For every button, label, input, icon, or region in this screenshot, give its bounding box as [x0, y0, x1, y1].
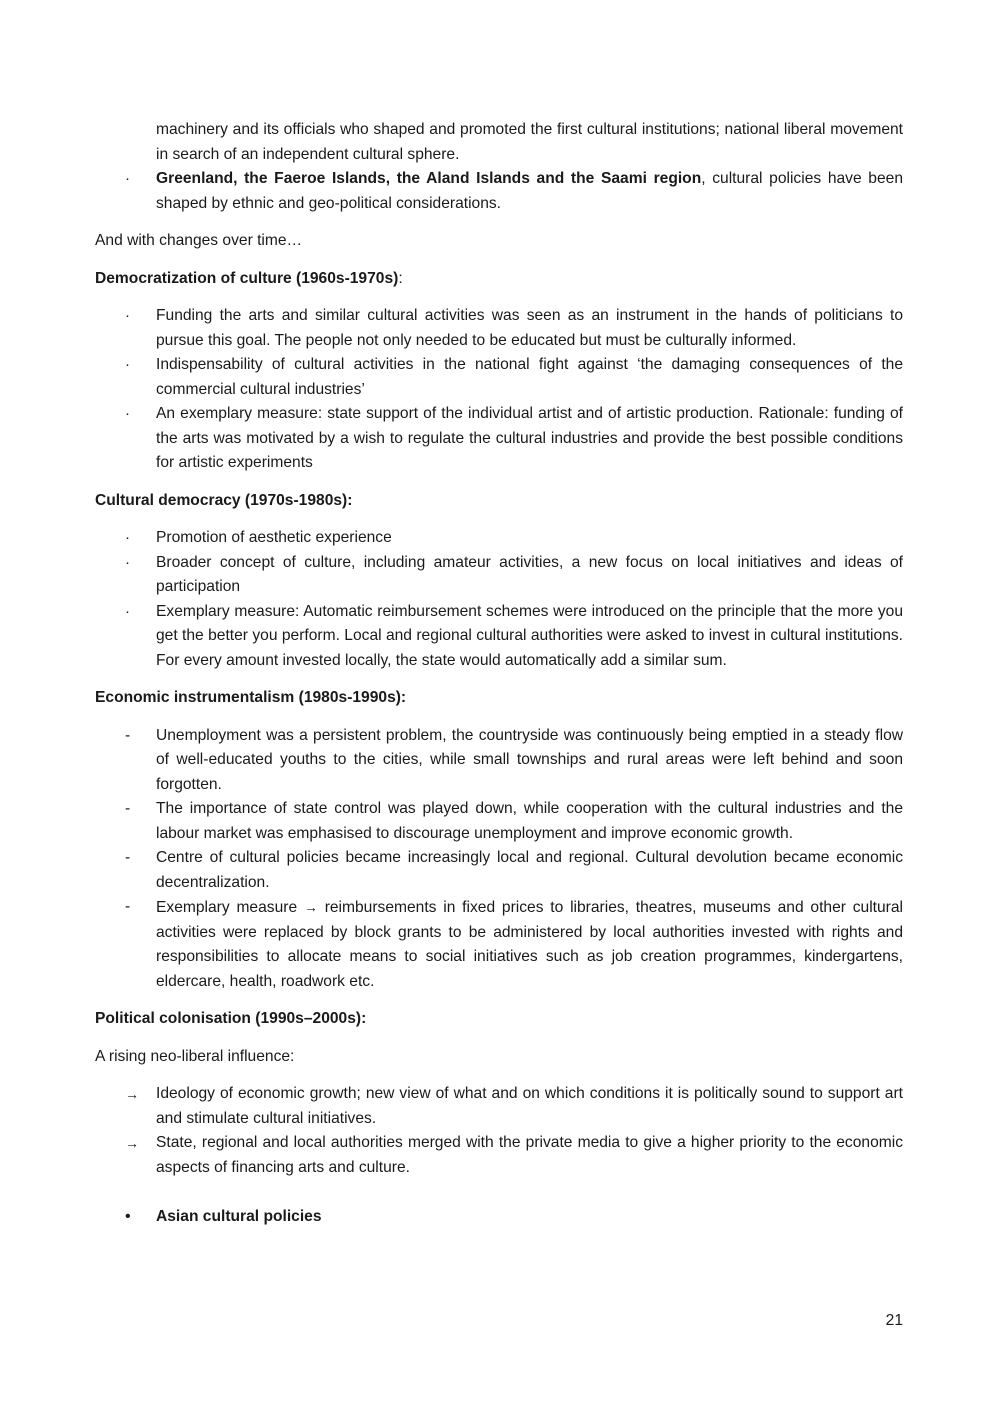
list-item — [95, 895, 903, 994]
spacer — [95, 1193, 903, 1205]
final-list — [95, 1205, 903, 1230]
dash-marker: - — [125, 849, 131, 866]
section-heading-suffix: : — [398, 269, 403, 287]
list-item-text: Indispensability of cultural activities in the national fight against ‘the damaging consequences of the commercial cultural industries’ — [156, 356, 903, 398]
bullet-marker: · — [125, 553, 130, 571]
list-item — [95, 600, 903, 674]
bullet-marker: · — [125, 356, 130, 373]
section-heading: Economic instrumentalism (1980s-1990s): — [95, 689, 407, 706]
section-list — [95, 724, 903, 995]
section-heading-text: Democratization of culture (1960s-1970s) — [95, 269, 399, 287]
arrow-right-icon: → — [125, 1135, 139, 1151]
list-item-text-before: Exemplary measure — [156, 899, 304, 916]
list-item — [95, 304, 903, 353]
list-item-text: reimbursements in fixed prices to libraries, theatres, museums and other cultural activities were replaced by block grants to be administered by local authorities invested with rights and responsibilities to allocate means to social initiatives such as job creation programmes, kindergartens, eldercare, health, roadwork etc. — [156, 899, 903, 990]
section-heading: Political colonisation (1990s–2000s): — [95, 1010, 367, 1027]
list-item — [95, 526, 903, 551]
section-list — [95, 526, 903, 673]
dash-marker: - — [125, 726, 131, 744]
list-item-text: Exemplary measure: Automatic reimbursement schemes were introduced on the principle that the more you get the better you perform. Local and regional cultural authorities were asked to invest in cultural institutions. For every amount invested locally, the state would automatically add a similar sum. — [156, 602, 903, 669]
list-item-text: Unemployment was a persistent problem, the countryside was continuously being emptied in a steady flow of well-educated youths to the cities, while small townships and rural areas were left behind and soon forgotten. — [156, 726, 903, 793]
section-list — [95, 1082, 903, 1180]
list-item-text: Centre of cultural policies became increasingly local and regional. Cultural devolution became economic decentralization. — [156, 849, 903, 891]
bullet-marker: · — [125, 529, 130, 546]
arrow-right-icon: → — [125, 1086, 139, 1102]
list-item-text: State, regional and local authorities merged with the private media to give a higher priority to the economic aspects of financing arts and culture. — [156, 1134, 903, 1176]
list-item — [95, 797, 903, 846]
list-item — [95, 1131, 903, 1180]
bullet-marker: • — [125, 1208, 131, 1225]
page-number: 21 — [885, 1312, 903, 1329]
bullet-marker: · — [125, 307, 130, 324]
bullet-marker: · — [125, 405, 130, 422]
section-list — [95, 304, 903, 476]
list-item-text: Ideology of economic growth; new view of what and on which conditions it is politically sound to support art and stimulate cultural initiatives. — [156, 1085, 903, 1127]
list-item-text: , cultural policies have been shaped by ethnic and geo-political considerations. — [156, 170, 903, 212]
list-item-text: Promotion of aesthetic experience — [156, 529, 392, 546]
list-item-text: machinery and its officials who shaped and promoted the first cultural institutions; national liberal movement in search of an independent cultural sphere. — [156, 121, 903, 163]
bullet-marker: · — [125, 170, 130, 187]
arrow-right-icon: → — [303, 899, 318, 915]
list-item — [95, 724, 903, 798]
list-item — [95, 118, 903, 167]
section-heading: Cultural democracy (1970s-1980s): — [95, 491, 353, 509]
section-intro: A rising neo-liberal influence: — [95, 1047, 295, 1065]
list-item — [95, 1205, 903, 1230]
list-item-text: An exemplary measure: state support of the individual artist and of artistic production. Rationale: funding of the arts was motivated by a wish to regulate the cultural industries and provide the best possible conditions for artistic experiments — [156, 405, 903, 471]
dash-marker: - — [125, 898, 131, 915]
list-item — [95, 353, 903, 402]
list-item-bold-text: Asian cultural policies — [156, 1208, 322, 1225]
bullet-marker: · — [125, 602, 130, 620]
list-item-bold-text: Greenland, the Faeroe Islands, the Aland Islands and the Saami region — [156, 170, 702, 187]
list-item-text: Broader concept of culture, including amateur activities, a new focus on local initiatives and ideas of participation — [156, 553, 903, 595]
dash-marker: - — [125, 800, 131, 817]
list-item-text: Funding the arts and similar cultural activities was seen as an instrument in the hands of politicians to pursue this goal. The people not only needed to be educated but must be culturally informed. — [156, 307, 903, 349]
list-item-text: The importance of state control was played down, while cooperation with the cultural industries and the labour market was emphasised to discourage unemployment and improve economic growth. — [156, 800, 903, 842]
list-item — [95, 846, 903, 895]
section-heading — [95, 267, 903, 292]
intro-paragraph: And with changes over time… — [95, 232, 303, 249]
list-item — [95, 402, 903, 476]
list-item — [95, 1082, 903, 1131]
list-item — [95, 551, 903, 600]
list-item — [95, 167, 903, 216]
top-list — [95, 118, 903, 216]
